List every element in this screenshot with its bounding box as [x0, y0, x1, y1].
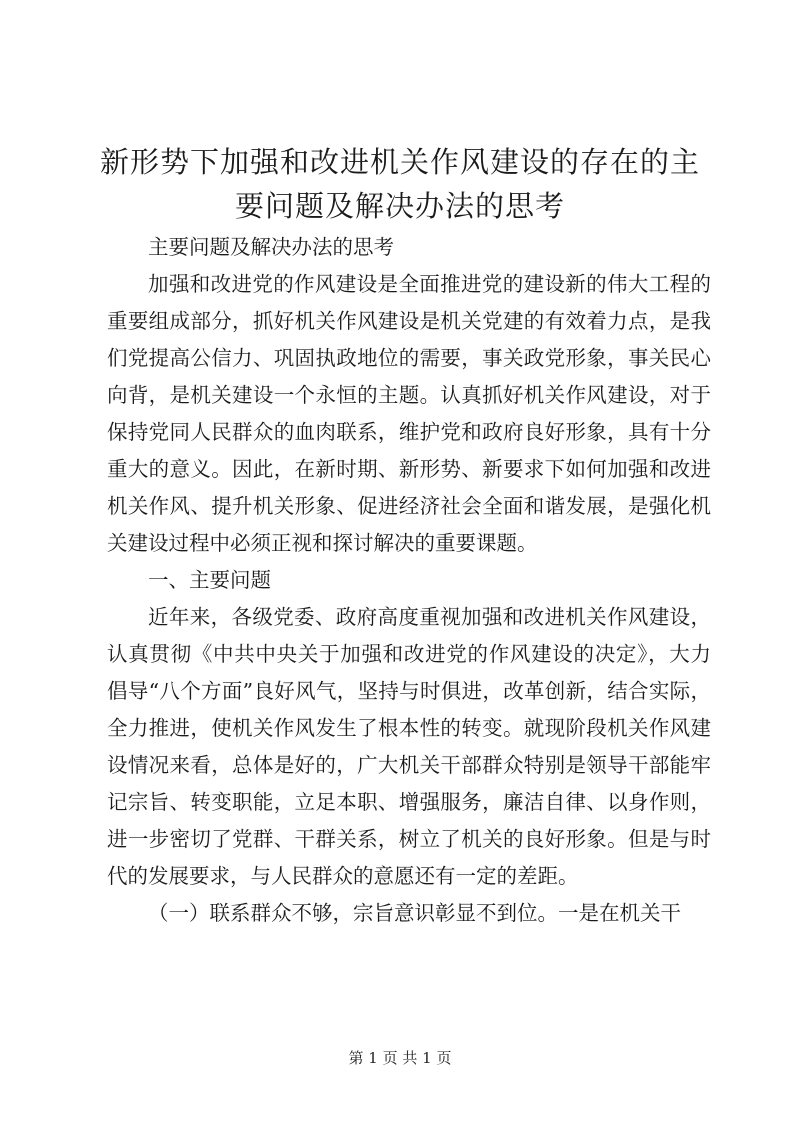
subtitle-paragraph: 主要问题及解决办法的思考 [148, 235, 394, 259]
intro-paragraph: 加强和改进党的作风建设是全面推进党的建设新的伟大工程的重要组成部分，抓好机关作风建设是机关党建的有效着力点，是我们党提高公信力、巩固执政地位的需要，事关政党形象，事关民心向背，是机关建设一个永恒的主题。认真抓好机关作风建设，对于保持党同人民群众的血肉联系，维护党和政府良好形象，具有十分重大的意义。因此，在新时期、新形势、新要求下如何加强和改进机关作风、提升机关形象、促进经济社会全面和谐发展，是强化机关建设过程中必须正视和探讨解决的重要课题。 [107, 272, 711, 555]
subsection-paragraph: （一）联系群众不够，宗旨意识彰显不到位。一是在机关干 [148, 901, 681, 925]
section-heading: 一、主要问题 [148, 568, 271, 592]
problems-paragraph: 近年来，各级党委、政府高度重视加强和改进机关作风建设，认真贯彻《中共中央关于加强和改进党的作风建设的决定》，大力倡导“八个方面”良好风气，坚持与时俱进，改革创新，结合实际，全力推进，使机关作风发生了根本性的转变。就现阶段机关作风建设情况来看，总体是好的，广大机关干部群众特别是领导干部能牢记宗旨、转变职能，立足本职、增强服务，廉洁自律、以身作则，进一步密切了党群、干群关系，树立了机关的良好形象。但是与时代的发展要求，与人民群众的意愿还有一定的差距。 [107, 605, 711, 888]
document-title: 新形势下加强和改进机关作风建设的存在的主要问题及解决办法的思考 [99, 145, 700, 223]
document-body [107, 229, 711, 932]
page-footer: 第 1 页 共 1 页 [348, 1049, 452, 1067]
